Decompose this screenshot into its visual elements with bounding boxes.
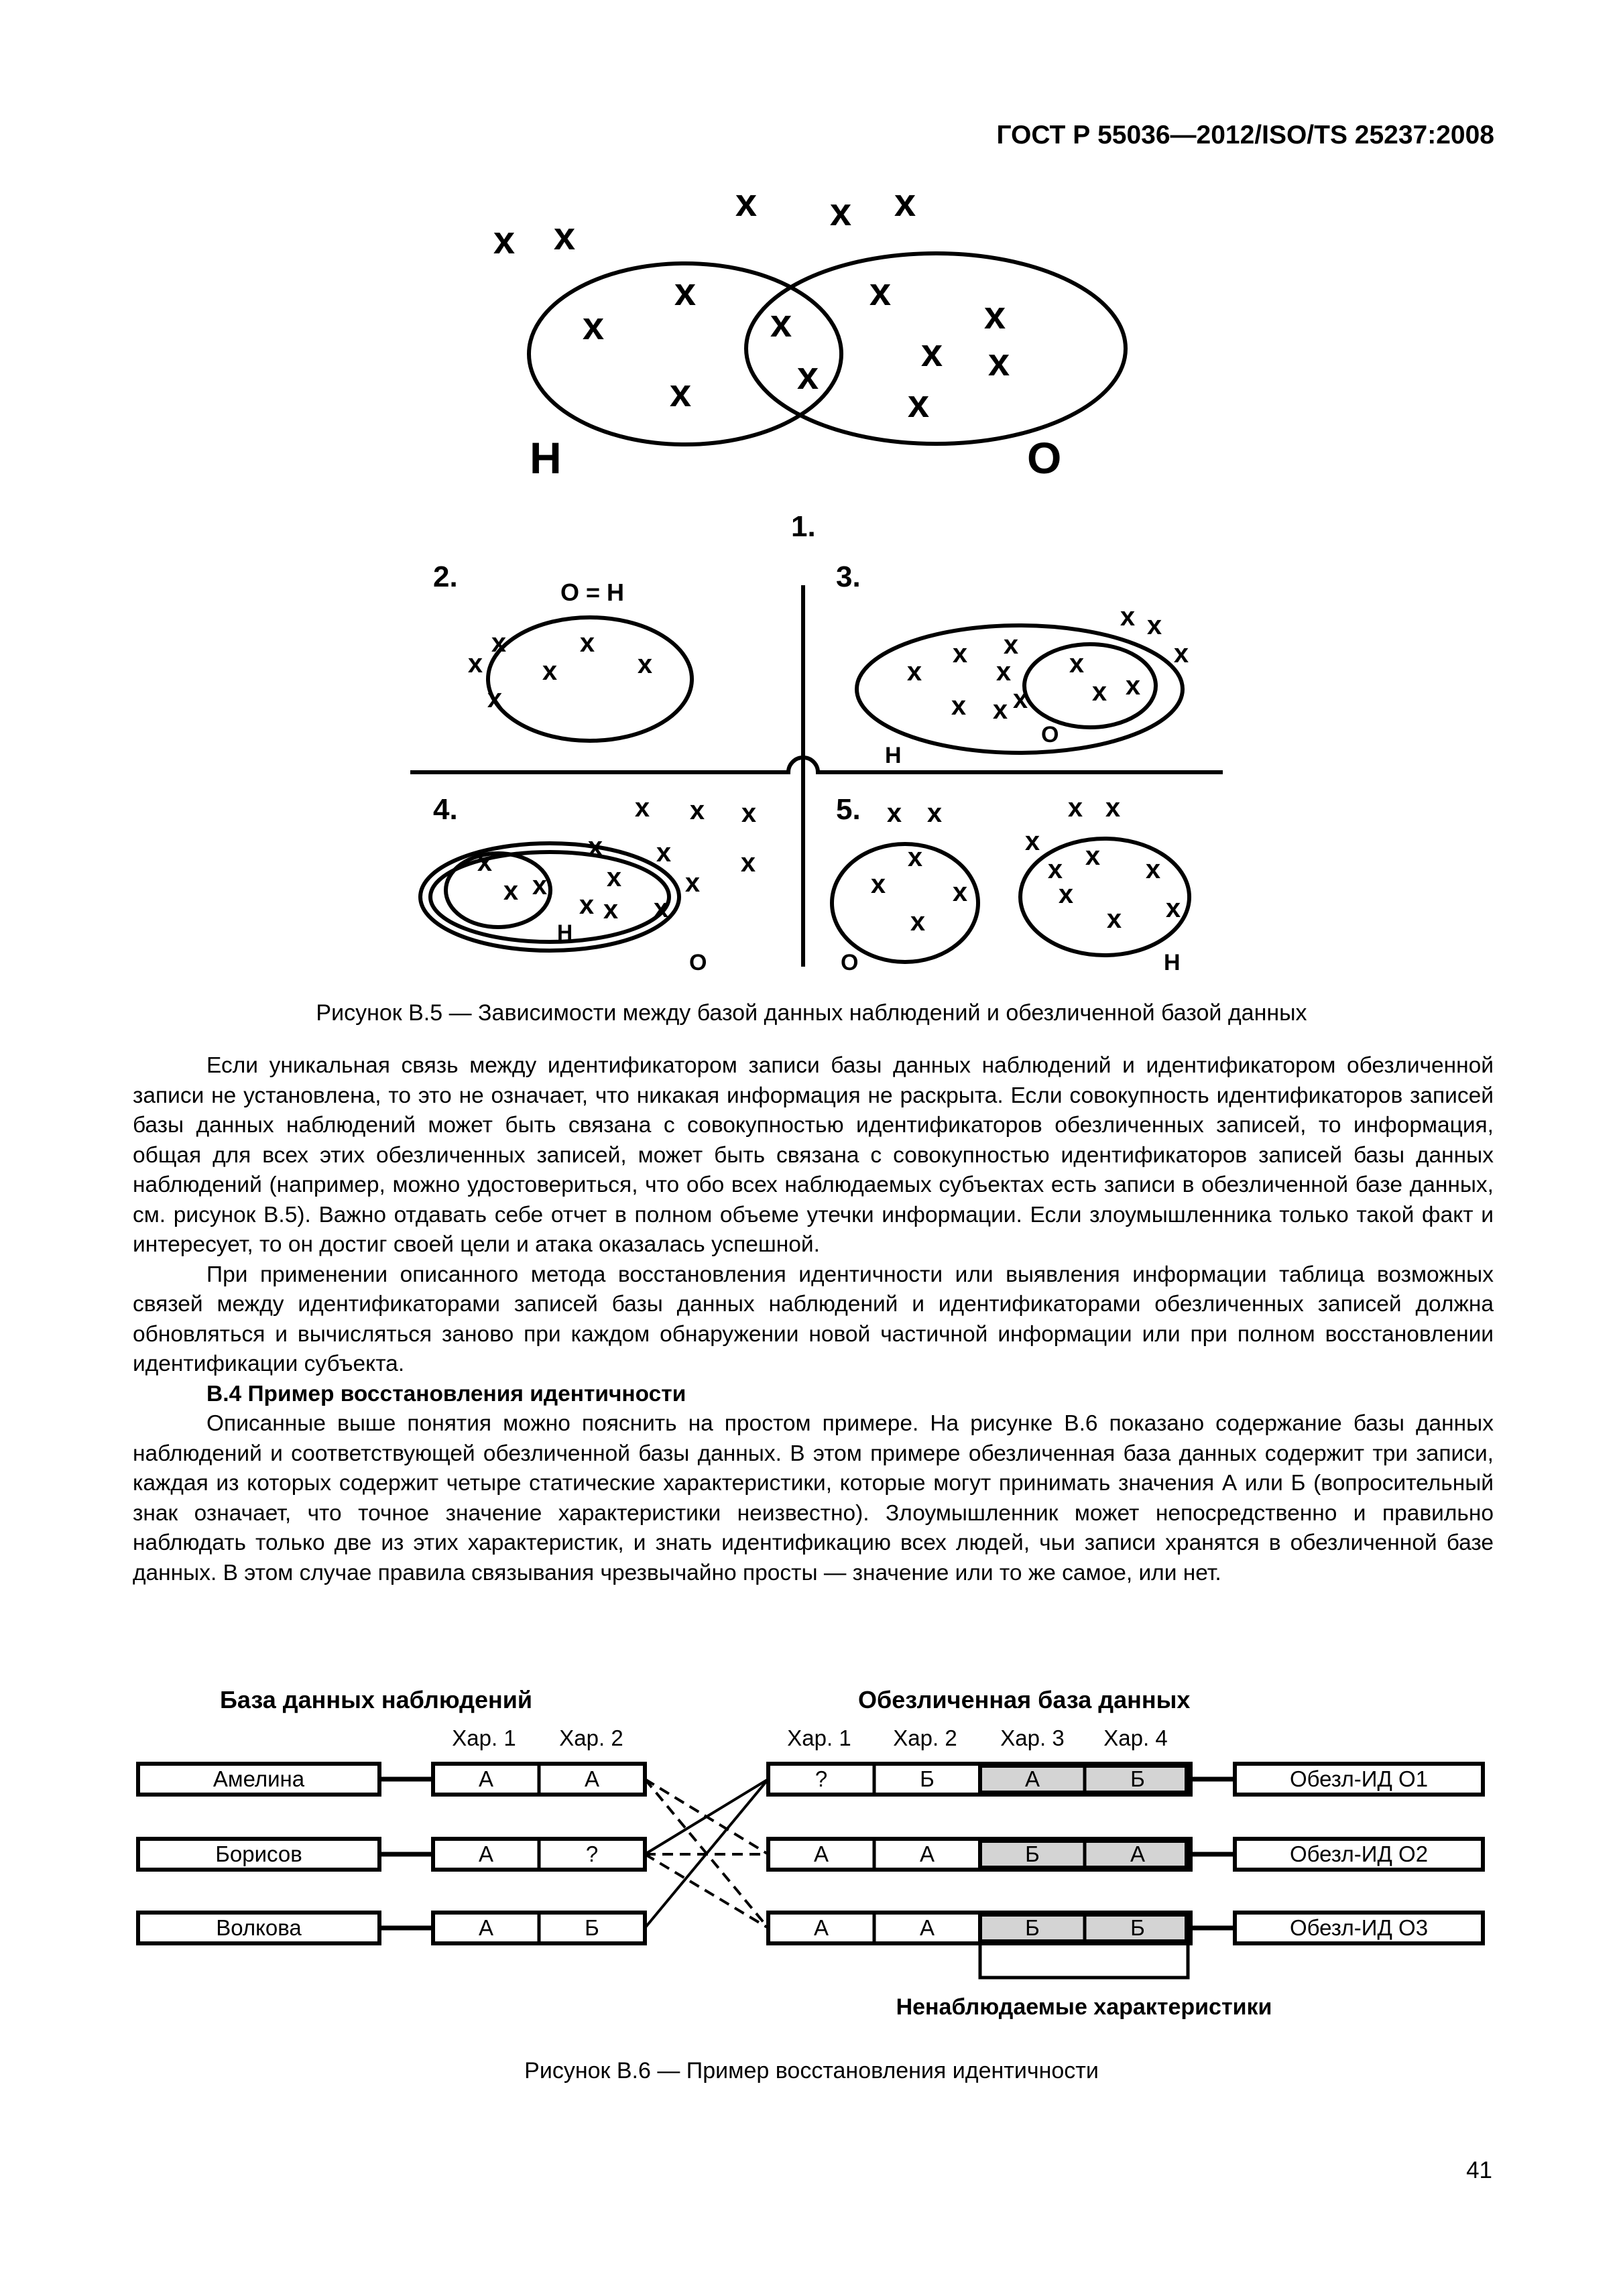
observed-value: А [478,1766,494,1791]
anonymized-value: А [919,1915,935,1940]
figure-b6-linkage-diagram [0,1669,1623,2045]
cross-mark: x [770,302,792,345]
anonymized-value: А [1024,1766,1040,1791]
anonymized-value: А [813,1915,829,1940]
anonymized-id: Обезл-ИД О2 [1289,1841,1429,1866]
anonymized-value: Б [1025,1915,1040,1940]
link-dashed-borisov-o3 [645,1854,768,1928]
anonymized-value: Б [1025,1841,1040,1866]
cross-mark: x [1069,649,1085,678]
cross-mark: x [996,657,1012,686]
cross-mark: x [1145,855,1161,884]
cross-marks [468,181,1189,936]
cross-mark: x [1012,684,1028,714]
cross-mark: x [669,371,692,415]
cross-mark: x [907,843,923,872]
paragraph-2: При применении описанного метода восстановления идентичности или выявления информации таблица возможных связей между идентификаторами записей базы данных наблюдений и идентификаторами обезличенных записей должна обновляться и вычисляться заново при каждом обнаружении новой частичной информации или при полном восстановлении идентификации субъекта. [133,1262,1494,1376]
cross-mark: x [503,876,519,906]
cross-mark: x [674,270,697,314]
cross-mark: x [906,657,922,686]
panel-3-label: 3. [836,560,861,593]
cross-mark: x [907,382,930,426]
person-name: Амелина [213,1766,305,1791]
cross-mark: x [553,215,576,258]
cross-mark: x [1058,880,1074,909]
section-heading-b4: В.4 Пример восстановления идентичности [206,1381,686,1406]
cross-mark: x [1105,793,1121,823]
cross-mark: x [603,895,619,924]
figure-b5-caption: Рисунок В.5 — Зависимости между базой данных наблюдений и обезличенной базой данных [316,1000,1307,1026]
cross-mark: x [637,650,653,679]
anonymized-db-title: Обезличенная база данных [858,1686,1191,1713]
quadrant-divider-horizontal [410,758,1223,772]
cross-mark: x [894,181,916,225]
anon-header-4: Хар. 4 [1103,1726,1168,1750]
anon-header-2: Хар. 2 [893,1726,957,1750]
anonymized-value: Б [920,1766,935,1791]
cross-mark: x [910,907,926,936]
cross-mark: x [1024,827,1040,856]
cross-mark: x [796,354,819,398]
cross-mark: x [684,868,701,898]
cross-mark: x [653,894,669,923]
anon-header-1: Хар. 1 [787,1726,851,1750]
cross-mark: x [886,798,902,828]
label-oh: О = Н [560,579,625,606]
cross-mark: x [579,890,595,920]
person-name: Волкова [216,1915,302,1940]
anonymized-value: Б [1130,1915,1145,1940]
cross-mark: x [926,798,943,828]
observed-value: А [584,1766,600,1791]
cross-mark: x [952,639,968,668]
cross-mark: x [491,628,507,658]
cross-mark: x [606,863,622,892]
cross-mark: x [983,294,1006,337]
cross-mark: x [870,869,886,899]
observed-value: ? [585,1841,599,1866]
cross-mark: x [1067,793,1083,823]
cross-mark: x [1146,611,1162,640]
paragraph-1: Если уникальная связь между идентификатором записи базы данных наблюдений и идентификатором обезличенной записи не установлена, то это не означает, что никакая информация не раскрыта. Если совокупность идентификаторов записей базы данных наблюдений может быть связана с совокупностью идентификаторов обезличенных записей, то информация, общая для всех этих обезличенных записей, может быть связана с совокупностью идентификаторов записей базы данных наблюдений (например, можно удостовериться, что обо всех наблюдаемых субъектах есть записи в обезличенной базе данных, см. рисунок В.5). Важно отдавать себе отчет в полном объеме утечки информации. Если злоумышленника только такой факт и интересует, то он достиг своей цели и атака оказалась успешной. [133,1053,1494,1257]
cross-mark: x [532,871,548,900]
obs-header-2: Хар. 2 [559,1726,623,1750]
standard-code-header: ГОСТ Р 55036—2012/ISO/TS 25237:2008 [996,121,1494,149]
unobservable-bracket [980,1945,1188,1978]
label-o-large: О [1027,433,1062,483]
cross-mark: x [487,684,503,713]
observed-value: А [478,1915,494,1940]
cross-mark: x [992,695,1008,725]
paragraph-3: Описанные выше понятия можно пояснить на простом примере. На рисунке В.6 показано содержание базы данных наблюдений и соответствующей обезличенной базы данных. В этом примере обезличенная база данных содержит три записи, каждая из которых содержит четыре статические характеристики, которые могут принимать значения А или Б (вопросительный знак означает, что точное значение характеристики неизвестно). Злоумышленник может непосредственно и правильно наблюдать только две из этих характеристик, и знать идентификацию всех людей, чьи записи хранятся в обезличенной базе данных. В этом случае правила связывания чрезвычайно просты — значение или то же самое, или нет. [133,1411,1494,1585]
person-name: Борисов [215,1841,302,1866]
record-rows [138,1764,1483,1943]
page-number: 41 [1466,2157,1492,2183]
cross-mark: x [951,691,967,721]
anon-header-3: Хар. 3 [1000,1726,1065,1750]
figure-b6-caption: Рисунок В.6 — Пример восстановления идентичности [524,2058,1099,2083]
cross-mark: x [920,331,943,375]
panel-5-label: 5. [836,793,861,826]
cross-mark: x [735,181,758,225]
p5-label-o: О [841,950,859,975]
cross-mark: x [829,190,852,234]
cross-mark: x [741,798,757,828]
anonymized-value: Б [1130,1766,1145,1791]
cross-mark: x [493,219,516,262]
p5-label-h: Н [1164,950,1181,975]
cross-mark: x [1003,630,1019,660]
cross-mark: x [1120,602,1136,631]
cross-mark: x [1091,677,1107,707]
cross-mark: x [689,796,705,825]
cross-mark: x [582,304,605,348]
cross-mark: x [587,832,603,861]
anonymized-id: Обезл-ИД О3 [1289,1915,1429,1940]
cross-mark: x [1047,855,1063,884]
panel-1-label: 1. [791,510,816,543]
cross-mark: x [1173,639,1189,668]
cross-mark: x [1085,841,1101,871]
body-text [133,1051,1494,1588]
panel-4-label: 4. [433,793,458,826]
cross-mark: x [656,838,672,867]
p3-label-o: О [1041,722,1059,747]
cross-mark: x [542,656,558,686]
anonymized-value: А [1130,1841,1146,1866]
anonymized-id: Обезл-ИД О1 [1289,1766,1429,1791]
observed-value: А [478,1841,494,1866]
cross-mark: x [1106,904,1122,934]
p3-label-h: Н [885,743,902,768]
cross-mark: x [1165,894,1181,923]
observation-db-title: База данных наблюдений [220,1686,533,1713]
cross-mark: x [987,341,1010,384]
label-h-large: Н [530,433,562,483]
cross-mark: x [634,793,650,823]
observed-value: Б [585,1915,599,1940]
anonymized-value: А [813,1841,829,1866]
p4-label-h: Н [557,920,573,945]
unobservable-label: Ненаблюдаемые характеристики [896,1994,1272,2020]
p5-set-h-ellipse [1020,839,1189,955]
panel-2-label: 2. [433,560,458,593]
cross-mark: x [579,628,595,658]
cross-mark: x [952,878,968,907]
cross-mark: x [869,270,892,314]
cross-mark: x [740,848,756,878]
cross-mark: x [1125,671,1141,701]
anonymized-value: ? [815,1766,828,1791]
cross-mark: x [477,847,493,877]
figure-b5-venn-diagram [0,0,1623,992]
p4-label-o: О [689,950,707,975]
cross-mark: x [467,649,483,678]
obs-header-1: Хар. 1 [452,1726,516,1750]
anonymized-value: А [919,1841,935,1866]
